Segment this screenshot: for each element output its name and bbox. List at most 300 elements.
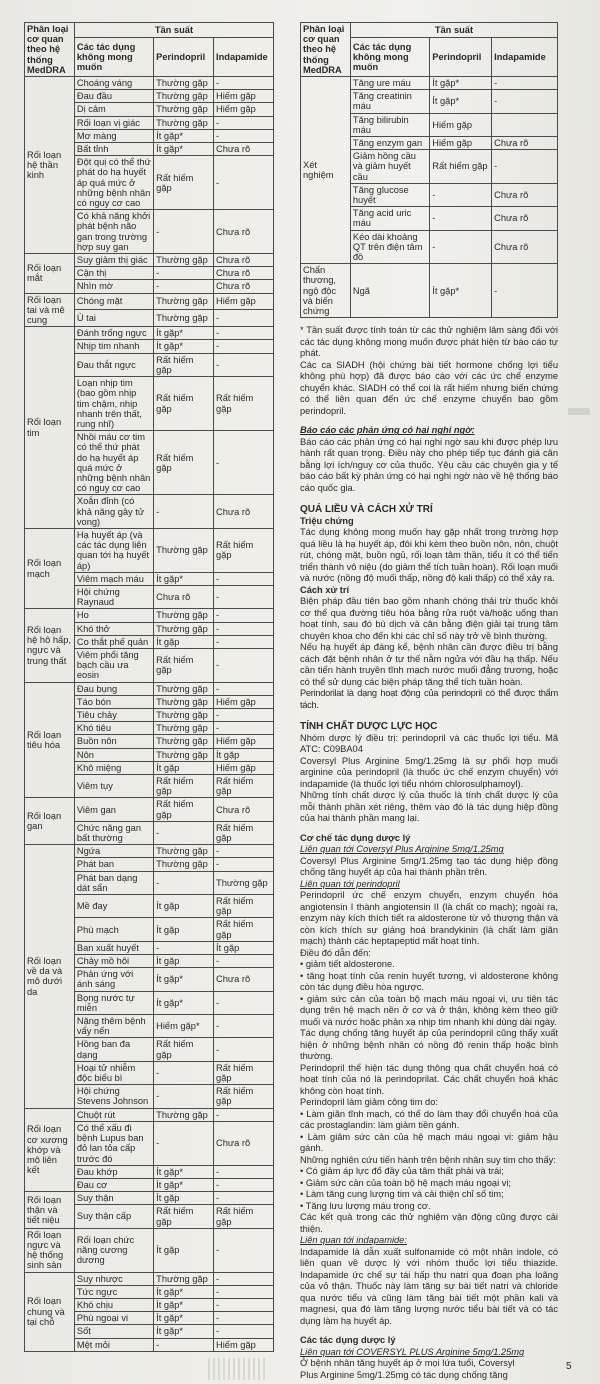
organ-class-cell: Rối loạn mạch <box>25 528 75 608</box>
indapamide-frequency-cell: Hiếm gặp <box>214 90 274 103</box>
perindopril-frequency-cell: Ít gặp <box>154 1228 214 1272</box>
indapamide-frequency-cell: - <box>492 150 558 184</box>
mechanism-heading: Cơ chế tác dụng dược lý <box>300 832 411 843</box>
left-column <box>24 22 274 1352</box>
perindopril-frequency-cell: Ít gặp* <box>430 90 492 113</box>
perindopril-frequency-cell: Thường gặp <box>154 103 214 116</box>
indapamide-frequency-cell: - <box>214 845 274 858</box>
perindopril-frequency-cell: Rất hiếm gặp <box>430 150 492 184</box>
adverse-effect-cell: Khó chịu <box>74 1298 153 1311</box>
perindopril-frequency-cell: Ít gặp* <box>154 327 214 340</box>
table-row <box>301 77 558 90</box>
perindopril-frequency-cell: Ít gặp* <box>154 1178 214 1191</box>
indapamide-frequency-cell: - <box>214 991 274 1014</box>
effects-heading: Các tác dụng dược lý <box>300 1335 396 1346</box>
perindopril-frequency-cell: Ít gặp* <box>154 1312 214 1325</box>
indapamide-frequency-cell: Chưa rõ <box>214 267 274 280</box>
table-row <box>25 77 274 90</box>
indapamide-frequency-cell: Chưa rõ <box>214 280 274 293</box>
effects-subheading: Liên quan tới COVERSYL PLUS Arginine 5mg/1.25mg <box>300 1346 525 1357</box>
indapamide-frequency-cell: Chưa rõ <box>214 1121 274 1165</box>
adverse-effect-cell: Rối loạn vị giác <box>74 116 153 129</box>
indapamide-frequency-cell: - <box>214 116 274 129</box>
adverse-effect-cell: Khó tiêu <box>74 722 153 735</box>
symptoms-heading: Triệu chứng <box>300 515 354 526</box>
adverse-effect-cell: Phù mạch <box>74 918 153 941</box>
perindopril-frequency-cell: Thường gặp <box>154 708 214 721</box>
perindopril-frequency-cell: Thường gặp <box>154 682 214 695</box>
indapamide-frequency-cell: Hiếm gặp <box>214 293 274 310</box>
adverse-effects-table-right <box>300 22 558 318</box>
adverse-effect-cell: Suy nhược <box>74 1272 153 1285</box>
indapamide-frequency-cell: - <box>214 156 274 210</box>
mechanism-bullet: • Làm giảm sức cản của hệ mạch máu ngoại vi: giảm hậu gánh. <box>300 1131 558 1154</box>
treatment-paragraph: Biện pháp đầu tiên bao gồm nhanh chóng thải trừ thuốc khỏi cơ thể qua đường tiêu hóa bằng rửa ruột và/hoặc uống than hoạt tính, sau đó bù dịch và cân bằng điện giải tại trung tâm chuyên khoa cho đến khi các chỉ số này trở về bình thường. <box>300 596 558 641</box>
table-row <box>301 264 558 318</box>
indapamide-frequency-cell: Chưa rõ <box>214 495 274 529</box>
indapamide-frequency-cell: - <box>214 327 274 340</box>
indapamide-frequency-cell: Thường gặp <box>214 871 274 894</box>
adverse-effect-cell: Viêm phổi tăng bạch cầu ưa eosin <box>74 648 153 682</box>
table-row <box>25 1108 274 1121</box>
adverse-effect-cell: Nhồi máu cơ tim có thể thứ phát do hạ huyết áp quá mức ở những bệnh nhân có nguy cơ cao <box>74 431 153 495</box>
siadh-note: Các ca SIADH (hội chứng bài tiết hormone chống lợi tiểu không phù hợp) đã được báo cáo với các ức chế enzyme chuyển khác. SIADH có thể coi là rất hiếm nhưng biến chứng có thể liên quan đến ức chế enzyme chuyển bao gồm perindopril. <box>300 359 558 416</box>
adverse-effect-cell: Mề đay <box>74 895 153 918</box>
mechanism-subheading: Liên quan tới Coversyl Plus Arginine 5mg/1.25mg <box>300 844 504 855</box>
header-frequency: Tần suất <box>350 23 557 38</box>
header-indapamide: Indapamide <box>214 38 274 77</box>
mechanism-paragraph: Tác dụng chống tăng huyết áp của perindopril cũng thấy xuất hiện ở những bệnh nhân có nồng độ renin thấp hoặc bình thường. <box>300 1028 558 1062</box>
mechanism-bullet: • Có giảm áp lực đổ đầy của tâm thất phải và trái; <box>300 1166 504 1177</box>
overdose-heading: QUÁ LIỀU VÀ CÁCH XỬ TRÍ <box>300 504 433 516</box>
adverse-effect-cell: Đau cơ <box>74 1178 153 1191</box>
indapamide-frequency-cell: Hiếm gặp <box>214 735 274 748</box>
perindopril-frequency-cell: Rất hiếm gặp <box>154 775 214 798</box>
mechanism-bullet: • Làm giãn tĩnh mạch, có thể do làm thay đổi chuyển hoá của các prostaglandin: làm giảm tiền gánh. <box>300 1108 558 1131</box>
perindopril-frequency-cell: Thường gặp <box>154 748 214 761</box>
adverse-effect-cell: Kéo dài khoảng QT trên điện tâm đồ <box>350 230 429 264</box>
indapamide-frequency-cell: Chưa rõ <box>492 183 558 206</box>
perindopril-frequency-cell: Rất hiếm gặp <box>154 1038 214 1061</box>
adverse-effect-cell: Choáng váng <box>74 77 153 90</box>
indapamide-frequency-cell: - <box>214 340 274 353</box>
indapamide-frequency-cell <box>492 113 558 136</box>
table-row <box>25 798 274 821</box>
table-row <box>25 528 274 572</box>
perindopril-frequency-cell: Thường gặp <box>154 90 214 103</box>
adverse-effect-cell: Ù tai <box>74 310 153 327</box>
adverse-effect-cell: Hồng ban đa dạng <box>74 1038 153 1061</box>
perindopril-frequency-cell: - <box>154 210 214 254</box>
mechanism-bullet: • tăng hoạt tính của renin huyết tương, vì aldosterone không còn tác dụng điều hòa ngược. <box>300 970 558 993</box>
indapamide-frequency-cell: - <box>214 1272 274 1285</box>
perindopril-frequency-cell: Ít gặp* <box>154 129 214 142</box>
indapamide-frequency-cell: Chưa rõ <box>492 207 558 230</box>
perindopril-frequency-cell: Ít gặp* <box>154 1298 214 1311</box>
indapamide-frequency-cell: - <box>214 1298 274 1311</box>
adverse-effect-cell: Mơ màng <box>74 129 153 142</box>
adverse-effect-cell: Viêm tụy <box>74 775 153 798</box>
indapamide-frequency-cell: Chưa rõ <box>214 968 274 991</box>
header-organ-class: Phân loại cơ quan theo hệ thống MedDRA <box>25 23 75 77</box>
organ-class-cell: Rối loạn hệ thần kinh <box>25 77 75 254</box>
header-perindopril: Perindopril <box>430 38 492 77</box>
adverse-effect-cell: Rối loạn chức năng cương dương <box>74 1228 153 1272</box>
indapamide-frequency-cell: Chưa rõ <box>214 210 274 254</box>
adverse-effect-cell: Nôn <box>74 748 153 761</box>
perindopril-frequency-cell: Thường gặp <box>154 722 214 735</box>
indapamide-frequency-cell: Hiếm gặp <box>214 1338 274 1351</box>
perindopril-frequency-cell: Ít gặp* <box>154 340 214 353</box>
perindopril-frequency-cell: Rất hiếm gặp <box>154 353 214 376</box>
indapamide-frequency-cell: Hiếm gặp <box>214 695 274 708</box>
perindopril-frequency-cell: Ít gặp* <box>430 77 492 90</box>
perindopril-frequency-cell: Ít gặp* <box>154 991 214 1014</box>
adverse-effect-cell: Ngã <box>350 264 429 318</box>
indapamide-frequency-cell: - <box>214 722 274 735</box>
perindopril-frequency-cell: - <box>154 1085 214 1108</box>
adverse-effect-cell: Chuột rút <box>74 1108 153 1121</box>
perindopril-frequency-cell: - <box>430 183 492 206</box>
mechanism-paragraph: Coversyl Plus Arginine 5mg/1.25mg tạo tác dụng hiệp đồng chống tăng huyết áp của hai thành phần trên. <box>300 855 558 878</box>
indapamide-frequency-cell: - <box>214 1325 274 1338</box>
adverse-effect-cell: Phát ban <box>74 858 153 871</box>
indapamide-frequency-cell: Chưa rõ <box>214 254 274 267</box>
adverse-effect-cell: Tăng bilirubin máu <box>350 113 429 136</box>
table-row <box>25 1228 274 1272</box>
adverse-effect-cell: Đau thắt ngực <box>74 353 153 376</box>
perindopril-frequency-cell: Thường gặp <box>154 845 214 858</box>
indapamide-frequency-cell: - <box>492 77 558 90</box>
perindopril-frequency-cell: - <box>154 1338 214 1351</box>
adverse-effect-cell: Bọng nước tự miễn <box>74 991 153 1014</box>
perindopril-frequency-cell: Thường gặp <box>154 622 214 635</box>
table-row <box>25 682 274 695</box>
adverse-effect-cell: Hoại tử nhiễm độc biểu bì <box>74 1061 153 1084</box>
table-row <box>25 327 274 340</box>
treatment-paragraph: Nếu hạ huyết áp đáng kể, bệnh nhân cần được điều trị bằng cách đặt bệnh nhân ở tư thế nằm ngửa với đầu hạ thấp. Nếu cần tiến hành truyền tĩnh mạch nước muối đẳng trương, hoặc có thể sử dụng các biện pháp tăng thể tích tuần hoàn. <box>300 642 558 687</box>
indapamide-frequency-cell: - <box>214 1108 274 1121</box>
adverse-effect-cell: Suy thận cấp <box>74 1205 153 1228</box>
mechanism-bullet: • giảm sức cản của toàn bộ mạch máu ngoại vi, ưu tiên tác dụng trên hệ mạch nền ở cơ và ở thận, không kèm theo giữ muối và nước hoặc phản xạ nhịp tim nhanh khi dùng dài ngày. <box>300 993 558 1027</box>
adverse-effect-cell: Phát ban dạng dát sẩn <box>74 871 153 894</box>
adverse-effect-cell: Sốt <box>74 1325 153 1338</box>
perindopril-frequency-cell: Thường gặp <box>154 858 214 871</box>
perindopril-frequency-cell: Rất hiếm gặp <box>154 798 214 821</box>
perindopril-frequency-cell: - <box>430 230 492 264</box>
indapamide-frequency-cell: Hiếm gặp <box>214 103 274 116</box>
organ-class-cell: Rối loạn hệ hô hấp, ngực và trung thất <box>25 609 75 682</box>
indapamide-frequency-cell: - <box>214 572 274 585</box>
adverse-effect-cell: Ngứa <box>74 845 153 858</box>
perindopril-frequency-cell: Ít gặp* <box>154 1165 214 1178</box>
organ-class-cell: Rối loạn tai và mê cung <box>25 293 75 327</box>
perindopril-frequency-cell: Ít gặp <box>154 1192 214 1205</box>
header-indapamide: Indapamide <box>492 38 558 77</box>
indapamide-frequency-cell: Rất hiếm gặp <box>214 821 274 844</box>
mechanism-bullet: • Làm tăng cung lượng tim và cải thiện chỉ số tim; <box>300 1189 504 1200</box>
indapamide-frequency-cell: - <box>492 264 558 318</box>
indapamide-frequency-cell: Rất hiếm gặp <box>214 528 274 572</box>
adverse-effect-cell: Mệt mỏi <box>74 1338 153 1351</box>
adverse-effects-table-left <box>24 22 274 1352</box>
perindopril-frequency-cell: Hiếm gặp <box>430 113 492 136</box>
perindopril-frequency-cell: Thường gặp <box>154 77 214 90</box>
perindopril-frequency-cell: - <box>154 1121 214 1165</box>
footnote: * Tần suất được tính toán từ các thử nghiệm lâm sàng đối với các tác dụng không mong muốn được phát hiện từ báo cáo tự phát. <box>300 325 558 359</box>
indapamide-frequency-cell: - <box>214 585 274 608</box>
organ-class-cell: Rối loạn về da và mô dưới da <box>25 845 75 1108</box>
adverse-effect-cell: Có khả năng khởi phát bệnh não gan trong trường hợp suy gan <box>74 210 153 254</box>
adverse-effect-cell: Phù ngoại vi <box>74 1312 153 1325</box>
adverse-effect-cell: Ho <box>74 609 153 622</box>
adverse-effect-cell: Hạ huyết áp (và các tác dụng liên quan tới hạ huyết áp) <box>74 528 153 572</box>
indapamide-frequency-cell: - <box>214 635 274 648</box>
perindopril-frequency-cell: Rất hiếm gặp <box>154 1205 214 1228</box>
indapamide-frequency-cell: Chưa rõ <box>492 230 558 264</box>
perindopril-frequency-cell: Hiếm gặp <box>430 137 492 150</box>
mechanism-bullet: • Giảm sức cản của toàn bộ hệ mạch máu ngoại vi; <box>300 1177 512 1188</box>
perindopril-frequency-cell: Chưa rõ <box>154 585 214 608</box>
print-mark <box>568 408 590 415</box>
adverse-effect-cell: Viêm gan <box>74 798 153 821</box>
mechanism-paragraph: Các kết quả trong các thử nghiệm vận động cũng được cải thiện. <box>300 1212 558 1234</box>
adverse-effect-cell: Phản ứng với ánh sáng <box>74 968 153 991</box>
adverse-effect-cell: Chóng mặt <box>74 293 153 310</box>
mechanism-subheading: Liên quan tới perindopril <box>300 878 400 889</box>
perindopril-frequency-cell: - <box>154 821 214 844</box>
treatment-paragraph: Perindorilat là dạng hoạt động của perindopril có thể được thẩm tách. <box>300 688 558 710</box>
indapamide-frequency-cell: - <box>214 129 274 142</box>
adverse-effect-cell: Đánh trống ngực <box>74 327 153 340</box>
symptoms-body: Tác dụng không mong muốn hay gặp nhất trong trường hợp quá liều là hạ huyết áp, đôi khi kèm theo buồn nôn, nôn, chuột rút, chóng mặt, buồn ngủ, rối loạn tâm thần, tiểu ít có thể tiến triển thành vô niệu (do giảm thể tích tuần hoàn). Rối loạn muối và nước (nồng độ muối thấp, nồng độ kali thấp) có thể xảy ra. <box>300 527 558 584</box>
indapamide-frequency-cell: - <box>214 858 274 871</box>
mechanism-paragraph: Những nghiên cứu tiến hành trên bệnh nhân suy tim cho thấy: <box>300 1154 556 1165</box>
perindopril-frequency-cell: Ít gặp* <box>154 968 214 991</box>
adverse-effect-cell: Tăng creatinin máu <box>350 90 429 113</box>
indapamide-frequency-cell: Rất hiếm gặp <box>214 1085 274 1108</box>
indapamide-frequency-cell: Ít gặp <box>214 748 274 761</box>
indapamide-frequency-cell: - <box>214 353 274 376</box>
adverse-effect-cell: Ban xuất huyết <box>74 941 153 954</box>
treatment-heading: Cách xử trí <box>300 584 350 595</box>
perindopril-frequency-cell: Ít gặp <box>154 895 214 918</box>
organ-class-cell: Rối loạn mắt <box>25 254 75 294</box>
indapamide-frequency-cell: - <box>214 1228 274 1272</box>
organ-class-cell: Rối loạn gan <box>25 798 75 845</box>
perindopril-frequency-cell: Thường gặp <box>154 310 214 327</box>
indapamide-frequency-cell: - <box>214 1285 274 1298</box>
right-column <box>300 22 558 1381</box>
table-row <box>25 254 274 267</box>
adverse-effect-cell: Hội chứng Stevens Johnson <box>74 1085 153 1108</box>
table-row <box>25 845 274 858</box>
organ-class-cell: Rối loạn tim <box>25 327 75 529</box>
adverse-effect-cell: Bất tỉnh <box>74 143 153 156</box>
perindopril-frequency-cell: Rất hiếm gặp <box>154 648 214 682</box>
table-row <box>25 1272 274 1285</box>
table-row <box>25 1192 274 1205</box>
indapamide-frequency-cell: Rất hiếm gặp <box>214 918 274 941</box>
adverse-effect-cell: Chảy mồ hôi <box>74 955 153 968</box>
organ-class-cell: Rối loạn tiêu hóa <box>25 682 75 798</box>
adverse-effect-cell: Khô miệng <box>74 761 153 774</box>
mechanism-bullet: • Tăng lưu lượng máu trong cơ. <box>300 1200 431 1211</box>
indapamide-frequency-cell: - <box>214 708 274 721</box>
adverse-effect-cell: Xoắn đỉnh (có khả năng gây tử vong) <box>74 495 153 529</box>
adverse-effect-cell: Suy giảm thị giác <box>74 254 153 267</box>
indapamide-frequency-cell: - <box>214 1192 274 1205</box>
mechanism-bullet: • giảm tiết aldosterone. <box>300 959 395 970</box>
organ-class-cell: Rối loạn cơ xương khớp và mô liên kết <box>25 1108 75 1191</box>
indapamide-frequency-cell: Chưa rõ <box>214 143 274 156</box>
indapamide-frequency-cell: - <box>214 1165 274 1178</box>
indapamide-frequency-cell: Rất hiếm gặp <box>214 775 274 798</box>
indapamide-frequency-cell: - <box>214 1312 274 1325</box>
indapamide-frequency-cell: - <box>214 1178 274 1191</box>
perindopril-frequency-cell: Ít gặp* <box>154 572 214 585</box>
table-row <box>25 609 274 622</box>
report-body: Báo cáo các phản ứng có hại nghi ngờ sau khi được phép lưu hành rất quan trọng. Điều này cho phép tiếp tục đánh giá cân bằng lợi ích/nguy cơ của thuốc. Yêu cầu các chuyên gia y tế báo cáo bất kỳ phản ứng có hại nghi ngờ nào về hệ thống báo cáo quốc gia. <box>300 436 558 493</box>
barcode-mark <box>208 1358 268 1380</box>
organ-class-cell: Rối loạn ngực và hệ thống sinh sản <box>25 1228 75 1272</box>
adverse-effect-cell: Loạn nhịp tim (bao gồm nhịp tim chậm, nhịp nhanh trên thất, rung nhĩ) <box>74 377 153 431</box>
adverse-effect-cell: Suy thận <box>74 1192 153 1205</box>
organ-class-cell: Chấn thương, ngộ độc và biến chứng <box>301 264 351 318</box>
header-adverse-effects: Các tác dụng không mong muốn <box>74 38 153 77</box>
indapamide-frequency-cell: Ít gặp <box>214 941 274 954</box>
perindopril-frequency-cell: Ít gặp* <box>154 1285 214 1298</box>
adverse-effect-cell: Đột quị có thể thứ phát do hạ huyết áp quá mức ở những bệnh nhân có nguy cơ cao <box>74 156 153 210</box>
adverse-effect-cell: Tăng glucose huyết <box>350 183 429 206</box>
mechanism-paragraph: Perindopril làm giảm công tim do: <box>300 1097 438 1108</box>
indapamide-frequency-cell: Chưa rõ <box>492 137 558 150</box>
perindopril-frequency-cell: Rất hiếm gặp <box>154 156 214 210</box>
adverse-effect-cell: Khó thở <box>74 622 153 635</box>
adverse-effect-cell: Nhịp tim nhanh <box>74 340 153 353</box>
header-frequency: Tần suất <box>74 23 273 38</box>
indapamide-frequency-cell: - <box>214 1015 274 1038</box>
adverse-effect-cell: Chức năng gan bất thường <box>74 821 153 844</box>
perindopril-frequency-cell: - <box>430 207 492 230</box>
perindopril-frequency-cell: Rất hiếm gặp <box>154 377 214 431</box>
pharma-heading: TÍNH CHẤT DƯỢC LỰC HỌC <box>300 721 438 733</box>
indapamide-frequency-cell: Rất hiếm gặp <box>214 1205 274 1228</box>
perindopril-frequency-cell: Ít gặp <box>154 955 214 968</box>
adverse-effect-cell: Táo bón <box>74 695 153 708</box>
mechanism-paragraph: Indapamide là dẫn xuất sulfonamide có một nhân indole, có liên quan về dược lý với nhóm thuốc lợi tiểu thiazide. Indapamide ức chế sự tái hấp thu natri qua đoạn pha loãng của vỏ thận. Thuốc này làm tăng sự bài tiết natri và chloride qua nước tiểu và cũng làm tăng bài tiết một phần kali và magnesi, qua đó làm tăng lượng nước tiểu bài tiết và có tác dụng làm hạ huyết áp. <box>300 1246 558 1326</box>
adverse-effect-cell: Tăng ure máu <box>350 77 429 90</box>
perindopril-frequency-cell: - <box>154 495 214 529</box>
perindopril-frequency-cell: Thường gặp <box>154 116 214 129</box>
perindopril-frequency-cell: - <box>154 941 214 954</box>
mechanism-paragraph: Perindopril ức chế enzym chuyển, enzym chuyển hóa angiotensin I thành angiotensin II (là chất co mạch); ngoài ra, enzym này kích thích tiết ra aldosterone từ vỏ thượng thận và còn kích thích sự giáng hoá brandykinin (là chất làm giãn mạch) thành các heptapeptid mất hoạt tính. <box>300 890 558 947</box>
adverse-effect-cell: Buồn nôn <box>74 735 153 748</box>
perindopril-frequency-cell: Ít gặp* <box>154 143 214 156</box>
header-organ-class: Phân loại cơ quan theo hệ thống MedDRA <box>301 23 351 77</box>
adverse-effect-cell: Giảm hồng cầu và giảm huyết cầu <box>350 150 429 184</box>
effects-paragraph: Ở bệnh nhân tăng huyết áp ở mọi lứa tuổi, Coversyl Plus Arginine 5mg/1.25mg có tác dụng chống tăng <box>300 1358 515 1380</box>
indapamide-frequency-cell: Rất hiếm gặp <box>214 1061 274 1084</box>
organ-class-cell: Rối loạn chung và tại chỗ <box>25 1272 75 1351</box>
perindopril-frequency-cell: - <box>154 280 214 293</box>
indapamide-frequency-cell: - <box>214 955 274 968</box>
perindopril-frequency-cell: Ít gặp <box>154 918 214 941</box>
adverse-effect-cell: Viêm mạch máu <box>74 572 153 585</box>
perindopril-frequency-cell: Thường gặp <box>154 254 214 267</box>
adverse-effect-cell: Nhìn mờ <box>74 280 153 293</box>
mechanism-paragraph: Perindopril thể hiện tác dụng thông qua chất chuyển hoá có hoạt tính của nó là perindoprilat. Các chất chuyển hoá khác không còn hoạt tính. <box>300 1062 558 1096</box>
adverse-effect-cell: Dị cảm <box>74 103 153 116</box>
perindopril-frequency-cell: Ít gặp <box>154 761 214 774</box>
adverse-effect-cell: Hội chứng Raynaud <box>74 585 153 608</box>
indapamide-frequency-cell: - <box>492 90 558 113</box>
adverse-effect-cell: Tăng acid uric máu <box>350 207 429 230</box>
pharma-paragraph: Nhóm dược lý điều trị: perindopril và các thuốc lợi tiểu. Mã ATC: C09BA04 <box>300 732 558 755</box>
body-text <box>300 325 558 1381</box>
indapamide-frequency-cell: Hiếm gặp <box>214 761 274 774</box>
adverse-effect-cell: Nặng thêm bệnh vẩy nến <box>74 1015 153 1038</box>
mechanism-subheading: Liên quan tới indapamide: <box>300 1235 407 1246</box>
perindopril-frequency-cell: Thường gặp <box>154 735 214 748</box>
organ-class-cell: Rối loạn thận và tiết niệu <box>25 1192 75 1229</box>
adverse-effect-cell: Có thể xấu đi bệnh Lupus ban đỏ lan tỏa cấp trước đó <box>74 1121 153 1165</box>
perindopril-frequency-cell: Ít gặp* <box>430 264 492 318</box>
pharma-paragraph: Những tính chất dược lý của thuốc là tính chất dược lý của mỗi thành phần xét riêng, thêm vào đó là tác dụng hiệp đồng của hai thành phần mang lại. <box>300 790 558 824</box>
indapamide-frequency-cell: - <box>214 1038 274 1061</box>
table-row <box>25 293 274 310</box>
header-perindopril: Perindopril <box>154 38 214 77</box>
adverse-effect-cell: Tăng enzym gan <box>350 137 429 150</box>
indapamide-frequency-cell: - <box>214 310 274 327</box>
indapamide-frequency-cell: - <box>214 682 274 695</box>
perindopril-frequency-cell: Thường gặp <box>154 1108 214 1121</box>
mechanism-paragraph: Điều đó dẫn đến: <box>300 947 371 958</box>
indapamide-frequency-cell: Rất hiếm gặp <box>214 895 274 918</box>
adverse-effect-cell: Cận thị <box>74 267 153 280</box>
adverse-effect-cell: Co thắt phế quản <box>74 635 153 648</box>
perindopril-frequency-cell: Thường gặp <box>154 293 214 310</box>
indapamide-frequency-cell: Chưa rõ <box>214 798 274 821</box>
page-number: 5 <box>566 1361 572 1372</box>
indapamide-frequency-cell: - <box>214 77 274 90</box>
adverse-effect-cell: Đau khớp <box>74 1165 153 1178</box>
indapamide-frequency-cell: Rất hiếm gặp <box>214 377 274 431</box>
perindopril-frequency-cell: Hiếm gặp* <box>154 1015 214 1038</box>
perindopril-frequency-cell: Thường gặp <box>154 609 214 622</box>
perindopril-frequency-cell: Ít gặp <box>154 635 214 648</box>
perindopril-frequency-cell: - <box>154 1061 214 1084</box>
indapamide-frequency-cell: - <box>214 622 274 635</box>
perindopril-frequency-cell: Ít gặp* <box>154 1325 214 1338</box>
adverse-effect-cell: Đau đầu <box>74 90 153 103</box>
adverse-effect-cell: Tiêu chảy <box>74 708 153 721</box>
perindopril-frequency-cell: Thường gặp <box>154 528 214 572</box>
perindopril-frequency-cell: Rất hiếm gặp <box>154 431 214 495</box>
perindopril-frequency-cell: - <box>154 267 214 280</box>
report-heading: Báo cáo các phản ứng có hại nghi ngờ: <box>300 425 475 436</box>
perindopril-frequency-cell: Thường gặp <box>154 1272 214 1285</box>
adverse-effect-cell: Tức ngực <box>74 1285 153 1298</box>
indapamide-frequency-cell: - <box>214 648 274 682</box>
indapamide-frequency-cell: - <box>214 609 274 622</box>
perindopril-frequency-cell: Thường gặp <box>154 695 214 708</box>
adverse-effect-cell: Đau bụng <box>74 682 153 695</box>
pharma-paragraph: Coversyl Plus Arginine 5mg/1.25mg là sự phối hợp muối arginine của perindopril (là thuốc ức chế enzym chuyển) với indapamide (là thuốc lợi tiểu nhóm chlorosulphamoyl). <box>300 755 558 789</box>
indapamide-frequency-cell: - <box>214 431 274 495</box>
perindopril-frequency-cell: - <box>154 871 214 894</box>
header-adverse-effects: Các tác dụng không mong muốn <box>350 38 429 77</box>
